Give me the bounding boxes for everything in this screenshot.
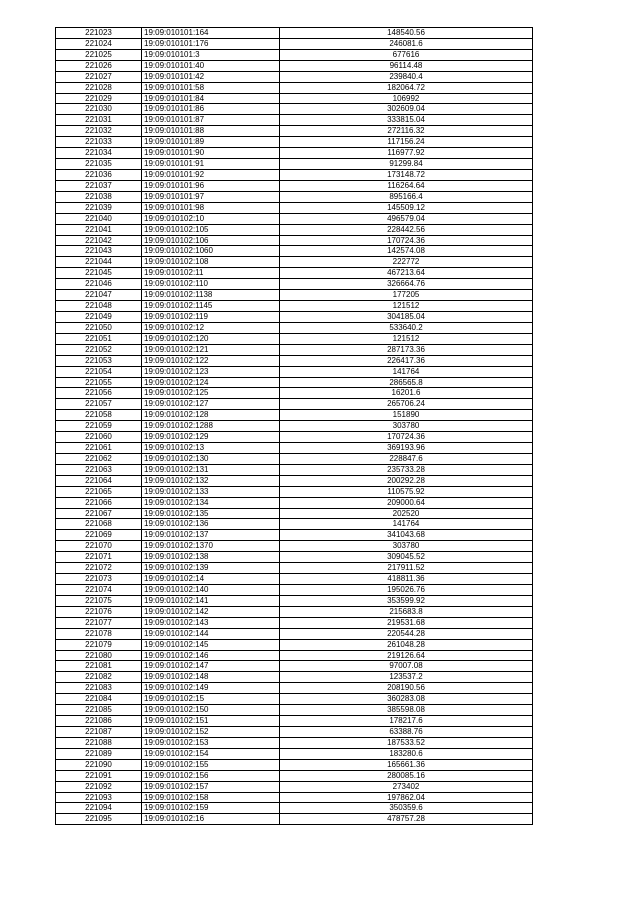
amount-cell: 895166.4 [280,191,533,202]
data-table [55,27,533,825]
row-number-cell: 221091 [56,770,142,781]
cadastral-number-cell: 19:09:010102:121 [142,344,280,355]
amount-cell: 239840.4 [280,71,533,82]
table-row [56,257,533,268]
table-row [56,694,533,705]
cadastral-number-cell: 19:09:010102:145 [142,639,280,650]
table-row [56,410,533,421]
cadastral-number-cell: 19:09:010101:87 [142,115,280,126]
amount-cell: 151890 [280,410,533,421]
table-row [56,377,533,388]
row-number-cell: 221029 [56,93,142,104]
table-row [56,770,533,781]
table-row [56,60,533,71]
amount-cell: 178217.6 [280,716,533,727]
table-row [56,606,533,617]
row-number-cell: 221023 [56,28,142,39]
amount-cell: 272116.32 [280,126,533,137]
table-row [56,639,533,650]
amount-cell: 533640.2 [280,322,533,333]
amount-cell: 302609.04 [280,104,533,115]
table-row [56,311,533,322]
amount-cell: 141764 [280,366,533,377]
amount-cell: 226417.36 [280,355,533,366]
cadastral-number-cell: 19:09:010102:149 [142,683,280,694]
table-row [56,104,533,115]
cadastral-number-cell: 19:09:010102:158 [142,792,280,803]
cadastral-number-cell: 19:09:010102:155 [142,759,280,770]
row-number-cell: 221063 [56,464,142,475]
cadastral-number-cell: 19:09:010102:127 [142,399,280,410]
amount-cell: 215683.8 [280,606,533,617]
cadastral-number-cell: 19:09:010101:164 [142,28,280,39]
table-row [56,453,533,464]
cadastral-number-cell: 19:09:010102:129 [142,432,280,443]
row-number-cell: 221088 [56,737,142,748]
table-row [56,279,533,290]
table-row [56,781,533,792]
table-row [56,628,533,639]
cadastral-number-cell: 19:09:010102:157 [142,781,280,792]
table-row [56,213,533,224]
cadastral-number-cell: 19:09:010102:122 [142,355,280,366]
cadastral-number-cell: 19:09:010101:88 [142,126,280,137]
amount-cell: 209000.64 [280,497,533,508]
table-row [56,617,533,628]
amount-cell: 197862.04 [280,792,533,803]
cadastral-number-cell: 19:09:010102:159 [142,803,280,814]
table-row [56,344,533,355]
cadastral-number-cell: 19:09:010102:1138 [142,290,280,301]
table-row [56,421,533,432]
cadastral-number-cell: 19:09:010102:124 [142,377,280,388]
amount-cell: 121512 [280,301,533,312]
row-number-cell: 221079 [56,639,142,650]
row-number-cell: 221037 [56,180,142,191]
table-row [56,464,533,475]
table-row [56,497,533,508]
table-row [56,759,533,770]
row-number-cell: 221025 [56,49,142,60]
table-row [56,28,533,39]
amount-cell: 116264.64 [280,180,533,191]
table-row [56,737,533,748]
row-number-cell: 221071 [56,552,142,563]
row-number-cell: 221094 [56,803,142,814]
table-row [56,224,533,235]
amount-cell: 418811.36 [280,574,533,585]
table-row [56,475,533,486]
row-number-cell: 221059 [56,421,142,432]
table-row [56,235,533,246]
row-number-cell: 221028 [56,82,142,93]
cadastral-number-cell: 19:09:010102:1060 [142,246,280,257]
amount-cell: 228442.56 [280,224,533,235]
table-row [56,148,533,159]
amount-cell: 286565.8 [280,377,533,388]
amount-cell: 148540.56 [280,28,533,39]
amount-cell: 360283.08 [280,694,533,705]
cadastral-number-cell: 19:09:010102:144 [142,628,280,639]
amount-cell: 385598.08 [280,705,533,716]
cadastral-number-cell: 19:09:010101:42 [142,71,280,82]
row-number-cell: 221069 [56,530,142,541]
row-number-cell: 221044 [56,257,142,268]
cadastral-number-cell: 19:09:010101:92 [142,169,280,180]
cadastral-number-cell: 19:09:010101:89 [142,137,280,148]
row-number-cell: 221039 [56,202,142,213]
row-number-cell: 221089 [56,748,142,759]
amount-cell: 341043.68 [280,530,533,541]
cadastral-number-cell: 19:09:010102:131 [142,464,280,475]
row-number-cell: 221054 [56,366,142,377]
row-number-cell: 221087 [56,727,142,738]
table-row [56,672,533,683]
table-row [56,115,533,126]
cadastral-number-cell: 19:09:010101:176 [142,38,280,49]
row-number-cell: 221052 [56,344,142,355]
amount-cell: 333815.04 [280,115,533,126]
table-row [56,508,533,519]
cadastral-number-cell: 19:09:010102:138 [142,552,280,563]
table-row [56,388,533,399]
cadastral-number-cell: 19:09:010102:154 [142,748,280,759]
amount-cell: 350359.6 [280,803,533,814]
amount-cell: 141764 [280,519,533,530]
cadastral-number-cell: 19:09:010101:96 [142,180,280,191]
cadastral-number-cell: 19:09:010102:128 [142,410,280,421]
row-number-cell: 221076 [56,606,142,617]
row-number-cell: 221027 [56,71,142,82]
table-row [56,650,533,661]
cadastral-number-cell: 19:09:010102:133 [142,486,280,497]
row-number-cell: 221075 [56,595,142,606]
row-number-cell: 221042 [56,235,142,246]
row-number-cell: 221082 [56,672,142,683]
table-row [56,716,533,727]
cadastral-number-cell: 19:09:010102:125 [142,388,280,399]
amount-cell: 173148.72 [280,169,533,180]
row-number-cell: 221026 [56,60,142,71]
row-number-cell: 221090 [56,759,142,770]
row-number-cell: 221074 [56,585,142,596]
row-number-cell: 221055 [56,377,142,388]
table-row [56,585,533,596]
cadastral-number-cell: 19:09:010101:3 [142,49,280,60]
cadastral-number-cell: 19:09:010102:130 [142,453,280,464]
amount-cell: 177205 [280,290,533,301]
cadastral-number-cell: 19:09:010102:105 [142,224,280,235]
cadastral-number-cell: 19:09:010102:120 [142,333,280,344]
cadastral-number-cell: 19:09:010102:153 [142,737,280,748]
row-number-cell: 221050 [56,322,142,333]
row-number-cell: 221072 [56,563,142,574]
cadastral-number-cell: 19:09:010102:11 [142,268,280,279]
cadastral-number-cell: 19:09:010102:139 [142,563,280,574]
table-row [56,486,533,497]
table-row [56,71,533,82]
cadastral-number-cell: 19:09:010102:1288 [142,421,280,432]
row-number-cell: 221064 [56,475,142,486]
table-row [56,290,533,301]
table-row [56,126,533,137]
amount-cell: 353599.92 [280,595,533,606]
amount-cell: 219126.64 [280,650,533,661]
amount-cell: 187533.52 [280,737,533,748]
amount-cell: 170724.36 [280,235,533,246]
cadastral-number-cell: 19:09:010102:10 [142,213,280,224]
row-number-cell: 221080 [56,650,142,661]
cadastral-number-cell: 19:09:010102:148 [142,672,280,683]
row-number-cell: 221034 [56,148,142,159]
row-number-cell: 221061 [56,443,142,454]
table-row [56,137,533,148]
cadastral-number-cell: 19:09:010102:1145 [142,301,280,312]
table-row [56,246,533,257]
row-number-cell: 221046 [56,279,142,290]
row-number-cell: 221070 [56,541,142,552]
row-number-cell: 221086 [56,716,142,727]
row-number-cell: 221073 [56,574,142,585]
row-number-cell: 221095 [56,814,142,825]
table-row [56,333,533,344]
cadastral-number-cell: 19:09:010102:146 [142,650,280,661]
amount-cell: 246081.6 [280,38,533,49]
row-number-cell: 221031 [56,115,142,126]
amount-cell: 496579.04 [280,213,533,224]
cadastral-number-cell: 19:09:010102:108 [142,257,280,268]
amount-cell: 309045.52 [280,552,533,563]
row-number-cell: 221030 [56,104,142,115]
cadastral-number-cell: 19:09:010102:123 [142,366,280,377]
cadastral-number-cell: 19:09:010102:143 [142,617,280,628]
cadastral-number-cell: 19:09:010102:136 [142,519,280,530]
table-row [56,661,533,672]
table-row [56,268,533,279]
cadastral-number-cell: 19:09:010101:90 [142,148,280,159]
table-row [56,432,533,443]
amount-cell: 202520 [280,508,533,519]
amount-cell: 222772 [280,257,533,268]
row-number-cell: 221033 [56,137,142,148]
row-number-cell: 221084 [56,694,142,705]
table-row [56,595,533,606]
cadastral-number-cell: 19:09:010102:14 [142,574,280,585]
table-row [56,530,533,541]
amount-cell: 369193.96 [280,443,533,454]
row-number-cell: 221057 [56,399,142,410]
cadastral-number-cell: 19:09:010102:147 [142,661,280,672]
row-number-cell: 221092 [56,781,142,792]
table-row [56,49,533,60]
row-number-cell: 221078 [56,628,142,639]
cadastral-number-cell: 19:09:010101:97 [142,191,280,202]
amount-cell: 170724.36 [280,432,533,443]
table-row [56,803,533,814]
cadastral-number-cell: 19:09:010102:151 [142,716,280,727]
amount-cell: 280085.16 [280,770,533,781]
row-number-cell: 221065 [56,486,142,497]
amount-cell: 97007.08 [280,661,533,672]
table-row [56,180,533,191]
amount-cell: 165661.36 [280,759,533,770]
table-row [56,159,533,170]
table-row [56,191,533,202]
row-number-cell: 221043 [56,246,142,257]
cadastral-number-cell: 19:09:010101:84 [142,93,280,104]
cadastral-number-cell: 19:09:010101:91 [142,159,280,170]
table-row [56,301,533,312]
amount-cell: 478757.28 [280,814,533,825]
table-row [56,443,533,454]
table-row [56,82,533,93]
cadastral-number-cell: 19:09:010102:13 [142,443,280,454]
table-row [56,748,533,759]
cadastral-number-cell: 19:09:010102:12 [142,322,280,333]
cadastral-number-cell: 19:09:010102:15 [142,694,280,705]
row-number-cell: 221041 [56,224,142,235]
table-row [56,552,533,563]
table-row [56,519,533,530]
cadastral-number-cell: 19:09:010101:98 [142,202,280,213]
cadastral-number-cell: 19:09:010102:132 [142,475,280,486]
row-number-cell: 221051 [56,333,142,344]
cadastral-number-cell: 19:09:010102:135 [142,508,280,519]
table-row [56,574,533,585]
amount-cell: 235733.28 [280,464,533,475]
amount-cell: 273402 [280,781,533,792]
table-row [56,399,533,410]
row-number-cell: 221066 [56,497,142,508]
table-row [56,727,533,738]
amount-cell: 183280.6 [280,748,533,759]
amount-cell: 16201.6 [280,388,533,399]
amount-cell: 219531.68 [280,617,533,628]
row-number-cell: 221053 [56,355,142,366]
amount-cell: 208190.56 [280,683,533,694]
row-number-cell: 221077 [56,617,142,628]
row-number-cell: 221068 [56,519,142,530]
amount-cell: 116977.92 [280,148,533,159]
table-row [56,366,533,377]
table-row [56,683,533,694]
cadastral-number-cell: 19:09:010102:134 [142,497,280,508]
row-number-cell: 221085 [56,705,142,716]
amount-cell: 677616 [280,49,533,60]
cadastral-number-cell: 19:09:010102:141 [142,595,280,606]
amount-cell: 145509.12 [280,202,533,213]
table-row [56,202,533,213]
row-number-cell: 221056 [56,388,142,399]
amount-cell: 261048.28 [280,639,533,650]
table-row [56,38,533,49]
cadastral-number-cell: 19:09:010101:86 [142,104,280,115]
cadastral-number-cell: 19:09:010102:110 [142,279,280,290]
row-number-cell: 221058 [56,410,142,421]
row-number-cell: 221049 [56,311,142,322]
amount-cell: 96114.48 [280,60,533,71]
table-row [56,792,533,803]
table-row [56,169,533,180]
amount-cell: 326664.76 [280,279,533,290]
row-number-cell: 221062 [56,453,142,464]
table-row [56,322,533,333]
row-number-cell: 221067 [56,508,142,519]
amount-cell: 228847.6 [280,453,533,464]
amount-cell: 303780 [280,541,533,552]
row-number-cell: 221040 [56,213,142,224]
amount-cell: 303780 [280,421,533,432]
row-number-cell: 221045 [56,268,142,279]
amount-cell: 220544.28 [280,628,533,639]
row-number-cell: 221038 [56,191,142,202]
cadastral-number-cell: 19:09:010102:140 [142,585,280,596]
amount-cell: 265706.24 [280,399,533,410]
amount-cell: 110575.92 [280,486,533,497]
amount-cell: 287173.36 [280,344,533,355]
amount-cell: 467213.64 [280,268,533,279]
amount-cell: 121512 [280,333,533,344]
cadastral-number-cell: 19:09:010101:40 [142,60,280,71]
table-row [56,93,533,104]
table-row [56,355,533,366]
table-row [56,814,533,825]
row-number-cell: 221047 [56,290,142,301]
table-row [56,563,533,574]
cadastral-number-cell: 19:09:010102:1370 [142,541,280,552]
cadastral-number-cell: 19:09:010102:106 [142,235,280,246]
cadastral-number-cell: 19:09:010102:156 [142,770,280,781]
amount-cell: 195026.76 [280,585,533,596]
row-number-cell: 221081 [56,661,142,672]
row-number-cell: 221060 [56,432,142,443]
row-number-cell: 221024 [56,38,142,49]
table-row [56,541,533,552]
amount-cell: 106992 [280,93,533,104]
row-number-cell: 221083 [56,683,142,694]
row-number-cell: 221035 [56,159,142,170]
cadastral-number-cell: 19:09:010102:142 [142,606,280,617]
amount-cell: 182064.72 [280,82,533,93]
cadastral-number-cell: 19:09:010102:150 [142,705,280,716]
amount-cell: 304185.04 [280,311,533,322]
cadastral-number-cell: 19:09:010102:152 [142,727,280,738]
amount-cell: 142574.08 [280,246,533,257]
amount-cell: 217911.52 [280,563,533,574]
row-number-cell: 221048 [56,301,142,312]
row-number-cell: 221032 [56,126,142,137]
row-number-cell: 221036 [56,169,142,180]
row-number-cell: 221093 [56,792,142,803]
cadastral-number-cell: 19:09:010102:16 [142,814,280,825]
amount-cell: 200292.28 [280,475,533,486]
cadastral-number-cell: 19:09:010102:119 [142,311,280,322]
amount-cell: 123537.2 [280,672,533,683]
table-body [56,28,533,825]
table-row [56,705,533,716]
amount-cell: 91299.84 [280,159,533,170]
cadastral-number-cell: 19:09:010101:58 [142,82,280,93]
cadastral-number-cell: 19:09:010102:137 [142,530,280,541]
amount-cell: 117156.24 [280,137,533,148]
amount-cell: 63388.76 [280,727,533,738]
